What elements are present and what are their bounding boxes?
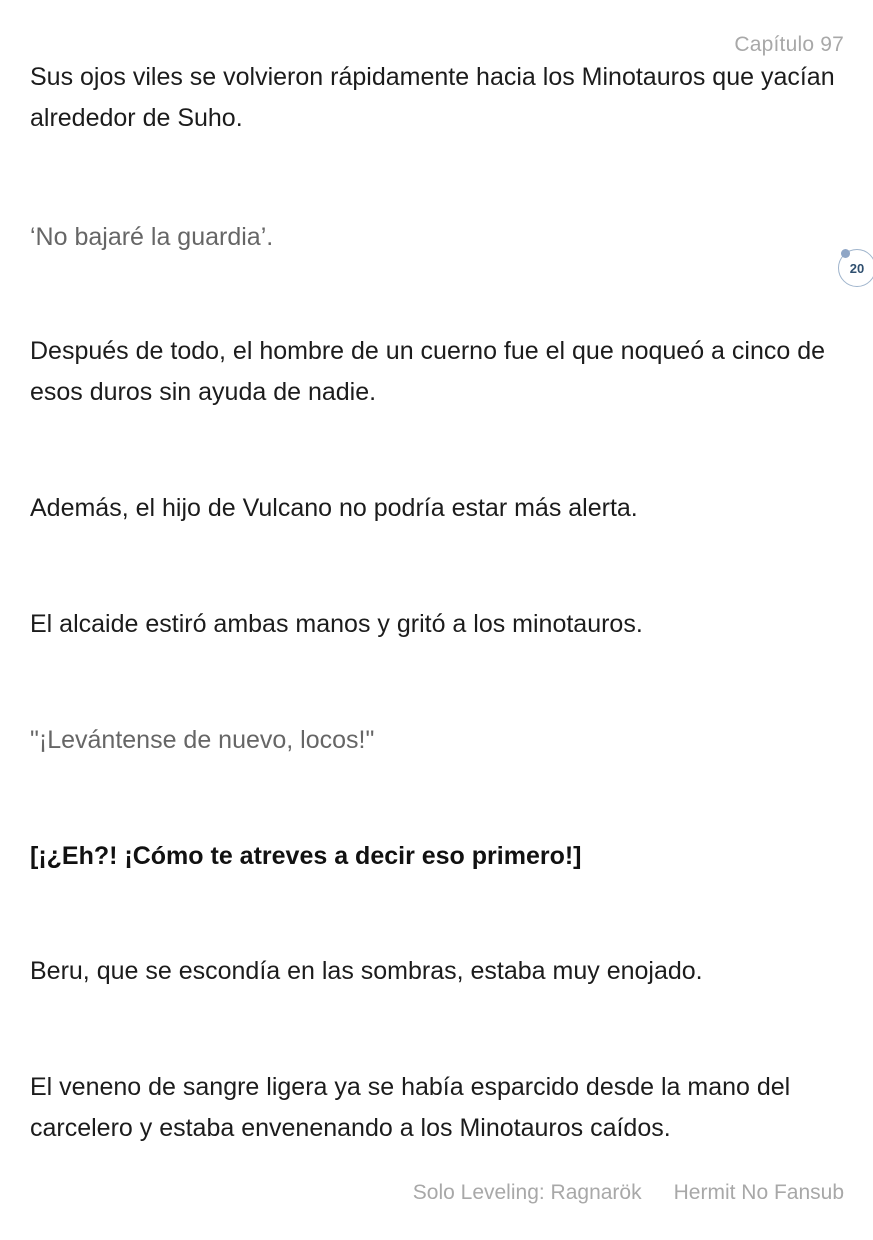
paragraph-narration: Beru, que se escondía en las sombras, estaba muy enojado.	[30, 957, 703, 985]
chapter-header: Capítulo 97	[734, 33, 844, 56]
paragraph-narration: El veneno de sangre ligera ya se había esparcido desde la mano del carcelero y estaba envenenando a los Minotauros caídos.	[30, 1073, 791, 1142]
paragraph-narration: El alcaide estiró ambas manos y gritó a los minotauros.	[30, 610, 643, 638]
footer-group-name: Hermit No Fansub	[673, 1181, 844, 1204]
paragraph-narration: Además, el hijo de Vulcano no podría estar más alerta.	[30, 494, 638, 522]
page-footer	[413, 1181, 844, 1205]
paragraph-narration: Después de todo, el hombre de un cuerno fue el que noqueó a cinco de esos duros sin ayuda de nadie.	[30, 337, 826, 406]
footer-series-title: Solo Leveling: Ragnarök	[412, 1181, 642, 1204]
paragraph-dialogue: "¡Levántense de nuevo, locos!"	[30, 726, 375, 754]
paragraph-system-message: [¡¿Eh?! ¡Cómo te atreves a decir eso primero!]	[30, 842, 582, 870]
page-number: 20	[849, 260, 865, 276]
paragraph-thought: ‘No bajaré la guardia’.	[30, 223, 274, 251]
paragraph-narration: Sus ojos viles se volvieron rápidamente hacia los Minotauros que yacían alrededor de Suho.	[30, 63, 835, 132]
